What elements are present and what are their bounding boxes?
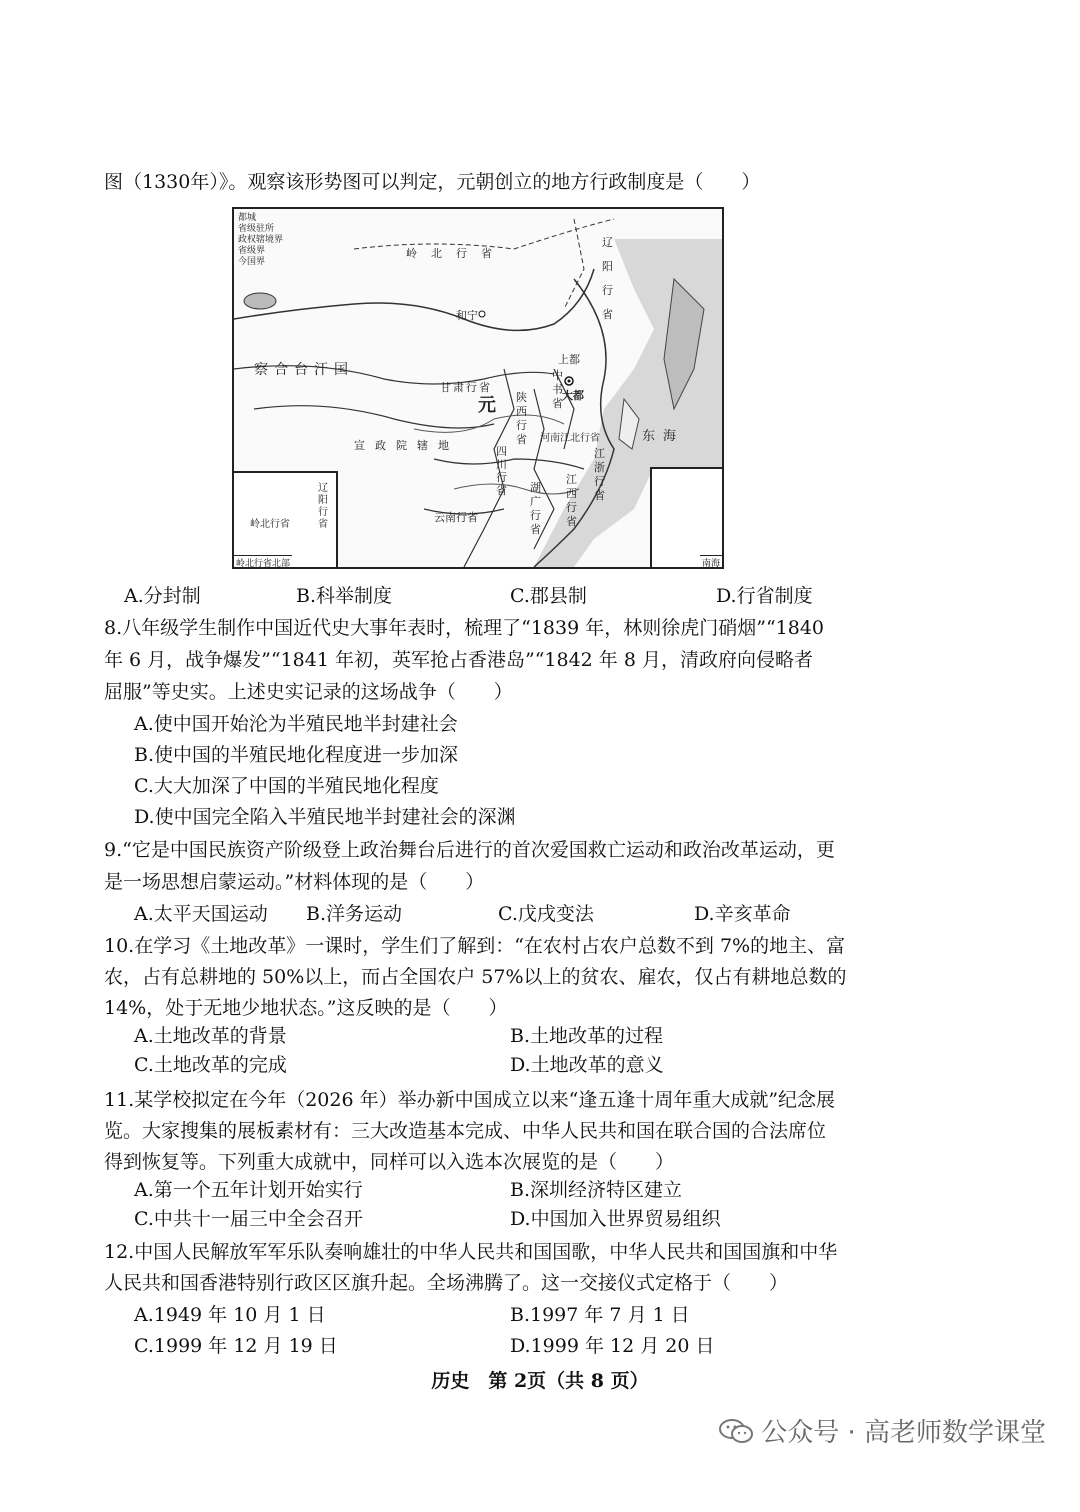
q7-option-d[interactable]: D.行省制度 (716, 585, 813, 607)
q8-option-b[interactable]: B.使中国的半殖民地化程度进一步加深 (134, 744, 459, 766)
q9-stem-line: 是一场思想启蒙运动。”材料体现的是（ ） (104, 871, 485, 893)
inset-caption: 岭北行省北部 (234, 555, 292, 569)
q8-option-d[interactable]: D.使中国完全陷入半殖民地半封建社会的深渊 (134, 806, 516, 828)
map-label-sichuan: 四川行省 (496, 445, 507, 497)
map-label-heping: 和宁 (456, 309, 478, 322)
q12-stem-line: 12.中国人民解放军军乐队奏响雄壮的中华人民共和国国歌，中华人民共和国国旗和中华 (104, 1241, 838, 1263)
map-label-chahetai: 察合台汗国 (254, 362, 354, 378)
map-label-huguang: 湖广行省 (530, 481, 541, 536)
q7-option-c[interactable]: C.郡县制 (510, 585, 587, 607)
map-label-dadu: 大都 (562, 389, 584, 402)
watermark (719, 1412, 1046, 1449)
q9-stem-line: 9.“它是中国民族资产阶级登上政治舞台后进行的首次爱国救亡运动和政治改革运动，更 (104, 839, 835, 861)
inset-map-north (234, 471, 338, 569)
inset-caption: 南海 (700, 555, 722, 569)
q8-stem-line: 8.八年级学生制作中国近代史大事年表时，梳理了“1839 年，林则徐虎门硝烟”“1840 (104, 617, 825, 639)
map-label-liaoyang: 辽阳行省 (602, 236, 613, 321)
q11-stem-line: 11.某学校拟定在今年（2026 年）举办新中国成立以来“逢五逢十周年重大成就”纪念展 (104, 1089, 836, 1111)
q11-stem-line: 览。大家搜集的展板素材有：三大改造基本完成、中华人民共和国在联合国的合法席位 (104, 1120, 827, 1142)
q10-stem-line: 14%，处于无地少地状态。”这反映的是（ ） (104, 997, 508, 1019)
legend-item: 都城 (238, 213, 257, 223)
q12-option-a[interactable]: A.1949 年 10 月 1 日 (134, 1304, 326, 1326)
legend-item: 省级界 (238, 246, 266, 256)
watermark-text: 公众号 · 高老师数学课堂 (761, 1418, 1046, 1448)
map-label-donghai: 东海 (642, 429, 685, 444)
q10-option-c[interactable]: C.土地改革的完成 (134, 1054, 287, 1076)
q12-option-b[interactable]: B.1997 年 7 月 1 日 (510, 1304, 690, 1326)
wechat-icon (719, 1418, 753, 1444)
q7-option-b[interactable]: B.科举制度 (296, 585, 393, 607)
map-label-shaanxi: 陕西行省 (516, 391, 527, 446)
map-legend (238, 213, 283, 268)
q9-option-d[interactable]: D.辛亥革命 (694, 903, 791, 925)
map-label-shangdu: 上都 (558, 353, 580, 366)
q12-stem-line: 人民共和国香港特别行政区区旗升起。全场沸腾了。这一交接仪式定格于（ ） (104, 1272, 789, 1294)
q10-stem-line: 10.在学习《土地改革》一课时，学生们了解到：“在农村占农户总数不到 7%的地主、富 (104, 935, 846, 957)
q9-option-c[interactable]: C.戊戌变法 (498, 903, 594, 925)
q7-option-a[interactable]: A.分封制 (124, 585, 201, 607)
map-label-yuan: 元 (478, 395, 496, 416)
q11-option-a[interactable]: A.第一个五年计划开始实行 (134, 1179, 363, 1201)
q11-option-b[interactable]: B.深圳经济特区建立 (510, 1179, 683, 1201)
legend-item: 政权辖境界 (238, 235, 284, 245)
q8-stem-line: 屈服”等史实。上述史实记录的这场战争（ ） (104, 681, 513, 703)
map-label-jiangxi: 江西行省 (566, 473, 577, 528)
legend-item: 今国界 (238, 257, 266, 267)
map-label-xuanzheng: 宣政院辖地 (354, 439, 459, 452)
inset-label: 辽阳行省 (318, 483, 328, 530)
q11-option-c[interactable]: C.中共十一届三中全会召开 (134, 1208, 363, 1230)
map-label-gansu: 甘肃行省 (440, 381, 492, 394)
q9-option-a[interactable]: A.太平天国运动 (134, 903, 268, 925)
q12-option-c[interactable]: C.1999 年 12 月 19 日 (134, 1335, 338, 1357)
q8-option-c[interactable]: C.大大加深了中国的半殖民地化程度 (134, 775, 439, 797)
map-label-lingbei: 岭北行省 (406, 247, 506, 260)
q8-option-a[interactable]: A.使中国开始沦为半殖民地半封建社会 (134, 713, 458, 735)
map-label-yunnan: 云南行省 (434, 511, 478, 524)
q11-stem-line: 得到恢复等。下列重大成就中，同样可以入选本次展览的是（ ） (104, 1151, 675, 1173)
map-label-jiangzhe: 江浙行省 (594, 447, 605, 502)
inset-label: 岭北行省 (250, 519, 290, 530)
map-label-zhongshu: 中书省 (552, 369, 563, 410)
q8-stem-line: 年 6 月，战争爆发”“1841 年初，英军抢占香港岛”“1842 年 8 月，清政府向侵略者 (104, 649, 813, 671)
q10-option-a[interactable]: A.土地改革的背景 (134, 1025, 287, 1047)
inset-map-south-sea (650, 467, 722, 569)
question-7-stem-end: 图（1330年）》。观察该形势图可以判定，元朝创立的地方行政制度是（ ） (104, 171, 761, 193)
q10-option-d[interactable]: D.土地改革的意义 (510, 1054, 664, 1076)
yuan-dynasty-map (232, 207, 724, 569)
q10-stem-line: 农，占有总耕地的 50%以上，而占全国农户 57%以上的贫农、雇农，仅占有耕地总数的 (104, 966, 847, 988)
q9-option-b[interactable]: B.洋务运动 (306, 903, 403, 925)
q10-option-b[interactable]: B.土地改革的过程 (510, 1025, 664, 1047)
q11-option-d[interactable]: D.中国加入世界贸易组织 (510, 1208, 721, 1230)
page-footer: 历史 第 2页（共 8 页） (431, 1370, 649, 1392)
q12-option-d[interactable]: D.1999 年 12 月 20 日 (510, 1335, 715, 1357)
legend-item: 省级驻所 (238, 224, 275, 234)
map-label-henan: 河南江北行省 (540, 433, 600, 444)
